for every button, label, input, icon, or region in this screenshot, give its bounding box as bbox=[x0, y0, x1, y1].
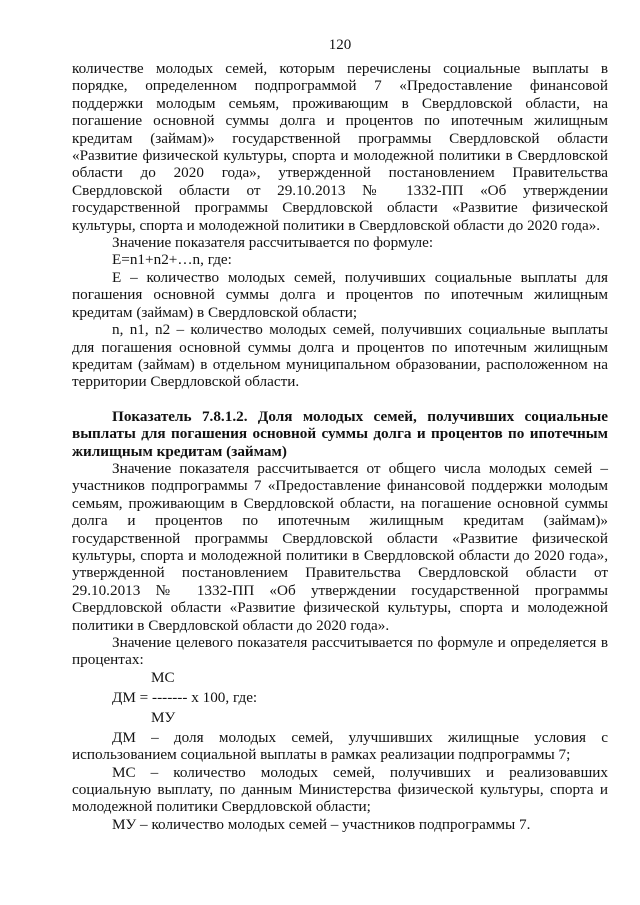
section-heading: Показатель 7.8.1.2. Доля молодых семей, получивших социальные выплаты для погашения основной суммы долга и процентов по ипотечным жилищным кредитам (займам) bbox=[72, 407, 608, 460]
paragraph-formula-intro: Значение показателя рассчитывается по формуле: bbox=[112, 234, 434, 252]
formula-denominator: МУ bbox=[151, 708, 176, 726]
formula-numerator: МС bbox=[151, 668, 175, 686]
page-number: 120 bbox=[328, 37, 352, 53]
paragraph-continuation: количестве молодых семей, которым перечислены социальные выплаты в порядке, определенном подпрограммой 7 «Предоставление финансовой поддержки молодым семьям, проживающим в Свердловской области, на погашение основной суммы долга и процентов по ипотечным жилищным кредитам (займам)» государственной программы Свердловской области «Развитие физической культуры, спорта и молодежной политики в Свердловской области до 2020 года», утвержденной постановлением Правительства Свердловской области от 29.10.2013 № 1332-ПП «Об утверждении государственной программы Свердловской области «Развитие физической культуры, спорта и молодежной политики в Свердловской области до 2020 года». bbox=[72, 60, 608, 234]
paragraph-target-formula-intro: Значение целевого показателя рассчитывается по формуле и определяется в процентах: bbox=[72, 634, 608, 669]
paragraph-mu-definition: МУ – количество молодых семей – участников подпрограммы 7. bbox=[112, 815, 531, 833]
formula-block bbox=[112, 669, 608, 729]
paragraph-formula: E=n1+n2+…n, где: bbox=[112, 251, 232, 269]
paragraph-ms-definition: МС – количество молодых семей, получивших и реализовавших социальную выплату, по данным Министерства физической культуры, спорта и молодежной политики Свердловской области; bbox=[72, 763, 608, 816]
section-gap bbox=[72, 391, 608, 408]
paragraph-dm-definition: ДМ – доля молодых семей, улучшивших жилищные условия с использованием социальной выплаты в рамках реализации подпрограммы 7; bbox=[72, 728, 608, 764]
paragraph-section-intro: Значение показателя рассчитывается от общего числа молодых семей – участников подпрограммы 7 «Предоставление финансовой поддержки молодым семьям, проживающим в Свердловской области, на погашение основной суммы долга и процентов по ипотечным жилищным кредитам (займам)» государственной программы Свердловской области «Развитие физической культуры, спорта и молодежной политики в Свердловской области до 2020 года», утвержденной постановлением Правительства Свердловской области от 29.10.2013 № 1332-ПП «Об утверждении государственной программы Свердловской области «Развитие физической культуры, спорта и молодежной политики в Свердловской области до 2020 года». bbox=[72, 459, 608, 634]
formula-equation: ДМ = ------- х 100, где: bbox=[112, 688, 258, 706]
paragraph-n-definition: n, n1, n2 – количество молодых семей, получивших социальные выплаты для погашения основной суммы долга и процентов по ипотечным жилищным кредитам (займам) в отдельном муниципальном образовании, расположенном на территории Свердловской области. bbox=[72, 321, 608, 391]
paragraph-e-definition: E – количество молодых семей, получивших социальные выплаты для погашения основной суммы долга и процентов по ипотечным жилищным кредитам (займам) в Свердловской области; bbox=[72, 268, 608, 321]
